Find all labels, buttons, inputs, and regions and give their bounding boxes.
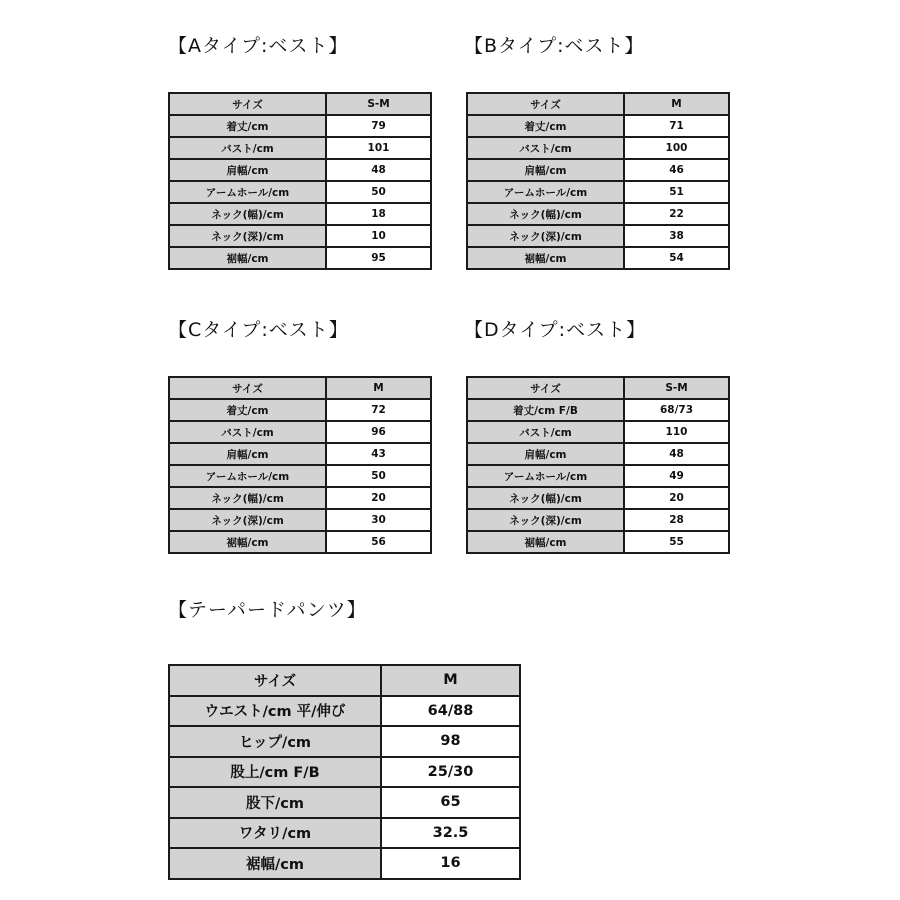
row-value: 18 (326, 203, 431, 225)
table-row (169, 848, 520, 879)
tapered-pants-section (168, 598, 474, 873)
row-label: アームホール/cm (467, 465, 624, 487)
row-value: 50 (326, 181, 431, 203)
row-label: アームホール/cm (467, 181, 624, 203)
row-value: 96 (326, 421, 431, 443)
table-row (169, 465, 431, 487)
section-title: 【Dタイプ:ベスト】 (464, 319, 647, 341)
row-value: 16 (381, 848, 520, 879)
size-table-vest-b (466, 92, 730, 270)
row-label: アームホール/cm (169, 181, 326, 203)
table-row (169, 509, 431, 531)
row-label: 着丈/cm (169, 115, 326, 137)
table-header-row (169, 93, 431, 115)
table-row (467, 465, 729, 487)
table-row (169, 203, 431, 225)
size-table-vest-d (466, 376, 730, 554)
row-label: ネック(深)/cm (169, 225, 326, 247)
table-row (169, 137, 431, 159)
row-label: ヒップ/cm (169, 726, 381, 757)
row-value: 110 (624, 421, 729, 443)
row-value: 56 (326, 531, 431, 553)
vest-type-a-section (168, 34, 390, 265)
size-table-vest-c (168, 376, 432, 554)
row-value: 48 (624, 443, 729, 465)
table-row (467, 137, 729, 159)
table-row (169, 115, 431, 137)
row-label: ネック(深)/cm (467, 225, 624, 247)
vest-type-d-section (464, 318, 694, 549)
table-row (169, 421, 431, 443)
row-value: 46 (624, 159, 729, 181)
header-label: サイズ (467, 377, 624, 399)
table-header-row (467, 93, 729, 115)
row-label: ネック(幅)/cm (467, 487, 624, 509)
row-value: 49 (624, 465, 729, 487)
row-label: 肩幅/cm (467, 159, 624, 181)
row-label: 着丈/cm F/B (467, 399, 624, 421)
row-label: 裾幅/cm (467, 531, 624, 553)
row-label: 肩幅/cm (169, 443, 326, 465)
header-label: サイズ (169, 377, 326, 399)
row-value: 68/73 (624, 399, 729, 421)
row-label: 肩幅/cm (169, 159, 326, 181)
table-row (169, 818, 520, 849)
row-value: 55 (624, 531, 729, 553)
header-size: S-M (624, 377, 729, 399)
row-label: 股上/cm F/B (169, 757, 381, 788)
header-size: M (381, 665, 520, 696)
section-title: 【テーパードパンツ】 (168, 599, 367, 621)
row-value: 54 (624, 247, 729, 269)
row-label: 肩幅/cm (467, 443, 624, 465)
size-table-pants (168, 664, 521, 880)
row-value: 79 (326, 115, 431, 137)
table-row (467, 203, 729, 225)
table-row (467, 181, 729, 203)
row-label: ネック(幅)/cm (169, 203, 326, 225)
row-label: バスト/cm (467, 421, 624, 443)
row-value: 30 (326, 509, 431, 531)
row-value: 25/30 (381, 757, 520, 788)
table-row (169, 787, 520, 818)
table-row (467, 225, 729, 247)
table-row (169, 443, 431, 465)
row-label: バスト/cm (169, 421, 326, 443)
header-label: サイズ (169, 665, 381, 696)
table-row (169, 247, 431, 269)
table-row (169, 757, 520, 788)
table-row (467, 443, 729, 465)
row-label: アームホール/cm (169, 465, 326, 487)
vest-type-c-section (168, 318, 386, 549)
row-value: 43 (326, 443, 431, 465)
row-label: バスト/cm (169, 137, 326, 159)
table-row (467, 509, 729, 531)
vest-type-b-section (464, 34, 688, 265)
table-row (467, 487, 729, 509)
table-header-row (169, 665, 520, 696)
header-label: サイズ (169, 93, 326, 115)
row-value: 28 (624, 509, 729, 531)
row-value: 98 (381, 726, 520, 757)
section-title: 【Cタイプ:ベスト】 (168, 319, 349, 341)
row-label: ウエスト/cm 平/伸び (169, 696, 381, 727)
size-table-vest-a (168, 92, 432, 270)
table-row (467, 399, 729, 421)
row-value: 20 (624, 487, 729, 509)
row-value: 50 (326, 465, 431, 487)
header-size: M (624, 93, 729, 115)
row-value: 64/88 (381, 696, 520, 727)
table-header-row (169, 377, 431, 399)
table-row (467, 247, 729, 269)
row-value: 51 (624, 181, 729, 203)
table-row (169, 225, 431, 247)
table-row (169, 696, 520, 727)
header-size: M (326, 377, 431, 399)
row-label: 裾幅/cm (169, 531, 326, 553)
table-row (467, 421, 729, 443)
header-label: サイズ (467, 93, 624, 115)
row-label: 裾幅/cm (169, 247, 326, 269)
row-value: 72 (326, 399, 431, 421)
row-label: 裾幅/cm (467, 247, 624, 269)
row-label: ネック(深)/cm (169, 509, 326, 531)
row-value: 32.5 (381, 818, 520, 849)
table-row (169, 726, 520, 757)
row-value: 95 (326, 247, 431, 269)
row-label: 裾幅/cm (169, 848, 381, 879)
row-value: 100 (624, 137, 729, 159)
table-row (169, 399, 431, 421)
row-label: ネック(幅)/cm (169, 487, 326, 509)
row-label: ネック(幅)/cm (467, 203, 624, 225)
row-label: 着丈/cm (467, 115, 624, 137)
row-value: 22 (624, 203, 729, 225)
table-row (169, 159, 431, 181)
row-label: ワタリ/cm (169, 818, 381, 849)
row-label: 股下/cm (169, 787, 381, 818)
table-row (169, 531, 431, 553)
table-header-row (467, 377, 729, 399)
table-row (467, 115, 729, 137)
header-size: S-M (326, 93, 431, 115)
row-label: ネック(深)/cm (467, 509, 624, 531)
row-value: 101 (326, 137, 431, 159)
table-row (467, 159, 729, 181)
table-row (467, 531, 729, 553)
section-title: 【Aタイプ:ベスト】 (168, 35, 349, 57)
table-row (169, 487, 431, 509)
row-label: バスト/cm (467, 137, 624, 159)
row-value: 65 (381, 787, 520, 818)
table-row (169, 181, 431, 203)
row-value: 20 (326, 487, 431, 509)
row-value: 10 (326, 225, 431, 247)
row-value: 71 (624, 115, 729, 137)
section-title: 【Bタイプ:ベスト】 (464, 35, 645, 57)
row-value: 38 (624, 225, 729, 247)
row-value: 48 (326, 159, 431, 181)
row-label: 着丈/cm (169, 399, 326, 421)
